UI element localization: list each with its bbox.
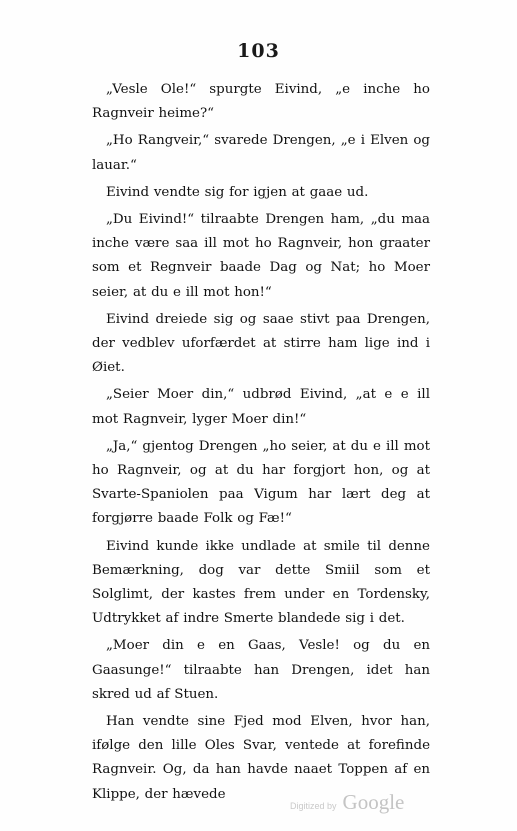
page-number: 103: [237, 40, 280, 62]
paragraph: „Seier Moer din,“ udbrød Eivind, „at e e ill mot Ragnveir, lyger Moer din!“: [92, 387, 430, 427]
digitized-watermark: [290, 790, 404, 814]
paragraph: „Ho Rangveir,“ svarede Drengen, „e i Elven og lauar.“: [92, 133, 430, 173]
watermark-prefix: Digitized by: [290, 801, 337, 811]
body-text: [92, 78, 430, 810]
paragraph: Han vendte sine Fjed mod Elven, hvor han, ifølge den lille Oles Svar, ventede at forefinde Ragnveir. Og, da han havde naaet Toppen af en Klippe, der hævede: [92, 714, 430, 802]
paragraph: „Ja,“ gjentog Drengen „ho seier, at du e ill mot ho Ragnveir, og at du har forgjort hon, og at Svarte-Spaniolen paa Vigum har lært deg at forgjørre baade Folk og Fæ!“: [92, 438, 430, 527]
paragraph: Eivind vendte sig for igjen at gaae ud.: [106, 184, 369, 200]
paragraph: Eivind kunde ikke undlade at smile til denne Bemærkning, dog var dette Smiil som et Solglimt, der kastes frem under en Tordensky, Udtrykket af indre Smerte blandede sig i det.: [92, 538, 430, 627]
paragraph: „Vesle Ole!“ spurgte Eivind, „e inche ho Ragnveir heime?“: [92, 82, 430, 122]
google-logo: Google: [342, 790, 405, 814]
paragraph: „Moer din e en Gaas, Vesle! og du en Gaasunge!“ tilraabte han Drengen, idet han skred ud af Stuen.: [92, 638, 430, 702]
paragraph: „Du Eivind!“ tilraabte Drengen ham, „du maa inche være saa ill mot ho Ragnveir, hon graater som et Regnveir baade Dag og Nat; ho Moer seier, at du e ill mot hon!“: [92, 212, 430, 300]
paragraph: Eivind dreiede sig og saae stivt paa Drengen, der vedblev uforfærdet at stirre ham lige ind i Øiet.: [92, 311, 430, 376]
